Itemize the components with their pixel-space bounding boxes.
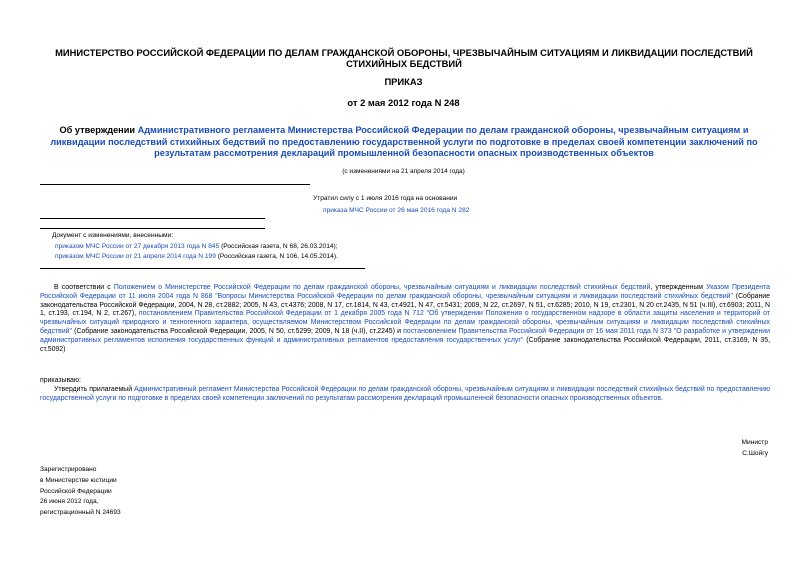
repeal-note [313, 195, 613, 215]
registration-block [40, 465, 240, 519]
amendments-heading: Документ с изменениями, внесенными: [52, 232, 174, 239]
divider-line [40, 268, 365, 269]
government-resolution-373-link[interactable]: постановлением Правительства Российской Федерации от 16 мая 2011 года N 373 "О разработке и утверждении административных регламентов исполнения государственных функций и административных регламентов предоставления государственных услуг" [40, 327, 771, 344]
ministry-heading: МИНИСТЕРСТВО РОССИЙСКОЙ ФЕДЕРАЦИИ ПО ДЕЛАМ ГРАЖДАНСКОЙ ОБОРОНЫ, ЧРЕЗВЫЧАЙНЫМ СИТУАЦИЯМ И ЛИКВИДАЦИИ ПОСЛЕДСТВИЙ СТИХИЙНЫХ БЕДСТВИЙ [55, 47, 753, 69]
basis-text: (Собрание законодательства Российской Федерации, 2005, N 50, ст.5299; 2009, N 18 (ч.II), ст.2245) и [71, 327, 404, 335]
divider-line [40, 184, 310, 185]
title-regulation-link[interactable]: Административного регламента Министерства Российской Федерации по делам гражданской обороны, чрезвычайным ситуациям и ликвидации последствий стихийных бедствий по предоставлению государственной услуги по подготовке в пределах своей компетенции заключений по результатам рассмотрения деклараций промышленной безопасности опасных производственных объектов [50, 125, 758, 158]
signatory-name: С.Шойгу [742, 450, 768, 457]
amendment-source: (Российская газета, N 68, 26.03.2014); [219, 242, 338, 250]
changes-note: (с изменениями на 21 апреля 2014 года) [342, 168, 465, 175]
amendment-item [55, 242, 382, 253]
basis-text: (Собрание законодательства Российской Федерации, 2011, ст.3169, N 35, ст.5092) [40, 336, 770, 353]
basis-text: В соответствии с [54, 284, 114, 291]
amendment-link[interactable]: приказом МЧС России от 21 апреля 2014 года N 199 [55, 253, 216, 260]
signatory-position: Министр [741, 439, 768, 446]
presidential-decree-link[interactable]: Указом Президента Российской Федерации от 11 июля 2004 года N 868 "Вопросы Министерства Российской Федерации по делам гражданской обороны, чрезвычайным ситуациям и ликвидации последствий стихийных бедствий" [40, 284, 771, 300]
amendment-item [55, 252, 382, 263]
government-resolution-712-link[interactable]: постановлением Правительства Российской Федерации от 1 декабря 2005 года N 712 "Об утверждении Положения о государственном надзоре в области защиты населения и территорий от чрезвычайных ситуаций природного и техногенного характера, осуществляемом Министерством Российской Федерации по делам гражданской обороны, чрезвычайным ситуациям и ликвидации последствий стихийных бедствий" [40, 310, 770, 335]
repeal-text: Утратил силу с 1 июля 2016 года на основании [313, 195, 458, 202]
approved-regulation-link[interactable]: Административный регламент Министерства Российской Федерации по делам гражданской обороны, чрезвычайным ситуациям и ликвидации последствий стихийных бедствий по предоставлению государственной услуги по подготовке в пределах своей компетенции заключений по результатам рассмотрения деклараций промышленной безопасности опасных производственных объектов [40, 386, 770, 402]
amendment-link[interactable]: приказом МЧС России от 27 декабря 2013 года N 845 [55, 242, 220, 250]
amendments-block [52, 231, 382, 263]
repeal-order-link[interactable]: приказа МЧС России от 26 мая 2016 года N 282 [323, 206, 470, 214]
registration-line: Российской Федерации [40, 487, 112, 495]
divider-line [40, 228, 265, 229]
amendment-source: (Российская газета, N 106, 14.05.2014). [215, 253, 338, 260]
order-paragraph [40, 386, 770, 404]
document-date-number: от 2 мая 2012 года N 248 [347, 97, 460, 108]
document-type: ПРИКАЗ [384, 76, 423, 87]
order-text: Утвердить прилагаемый [54, 386, 135, 393]
regulation-on-ministry-link[interactable]: Положением о Министерстве Российской Федерации по делам гражданской обороны, чрезвычайным ситуациям и ликвидации последствий стихийных бедствий [113, 284, 651, 291]
registration-line: регистрационный N 24693 [40, 509, 121, 517]
basis-text: , утвержденным [650, 284, 707, 291]
divider-line [40, 218, 265, 219]
registration-line: 26 июня 2012 года, [40, 498, 99, 506]
signature-block [640, 437, 768, 459]
order-text: . [661, 394, 663, 402]
basis-paragraph [40, 284, 770, 354]
document-title [44, 125, 764, 160]
order-heading: приказываю: [40, 377, 81, 384]
basis-text: (Собрание законодательства Российской Федерации, 2004, N 28, ст.2882; 2005, N 43, ст.4376; 2008, N 17, ст.1814, N 43, ст.4921, N 47, ст.5431; 2009, N 22, ст.2697, N 51, ст.6285; 2010, N 19, ст.2301, N 20 ст.2435, N 51 (ч.III), ст.6903; 2011, N 1, ст.193, ст.194, N 2, ст.267), [40, 292, 770, 318]
registration-line: в Министерстве юстиции [40, 476, 117, 484]
registration-line: Зарегистрировано [40, 466, 97, 473]
title-prefix: Об утверждении [59, 125, 138, 135]
